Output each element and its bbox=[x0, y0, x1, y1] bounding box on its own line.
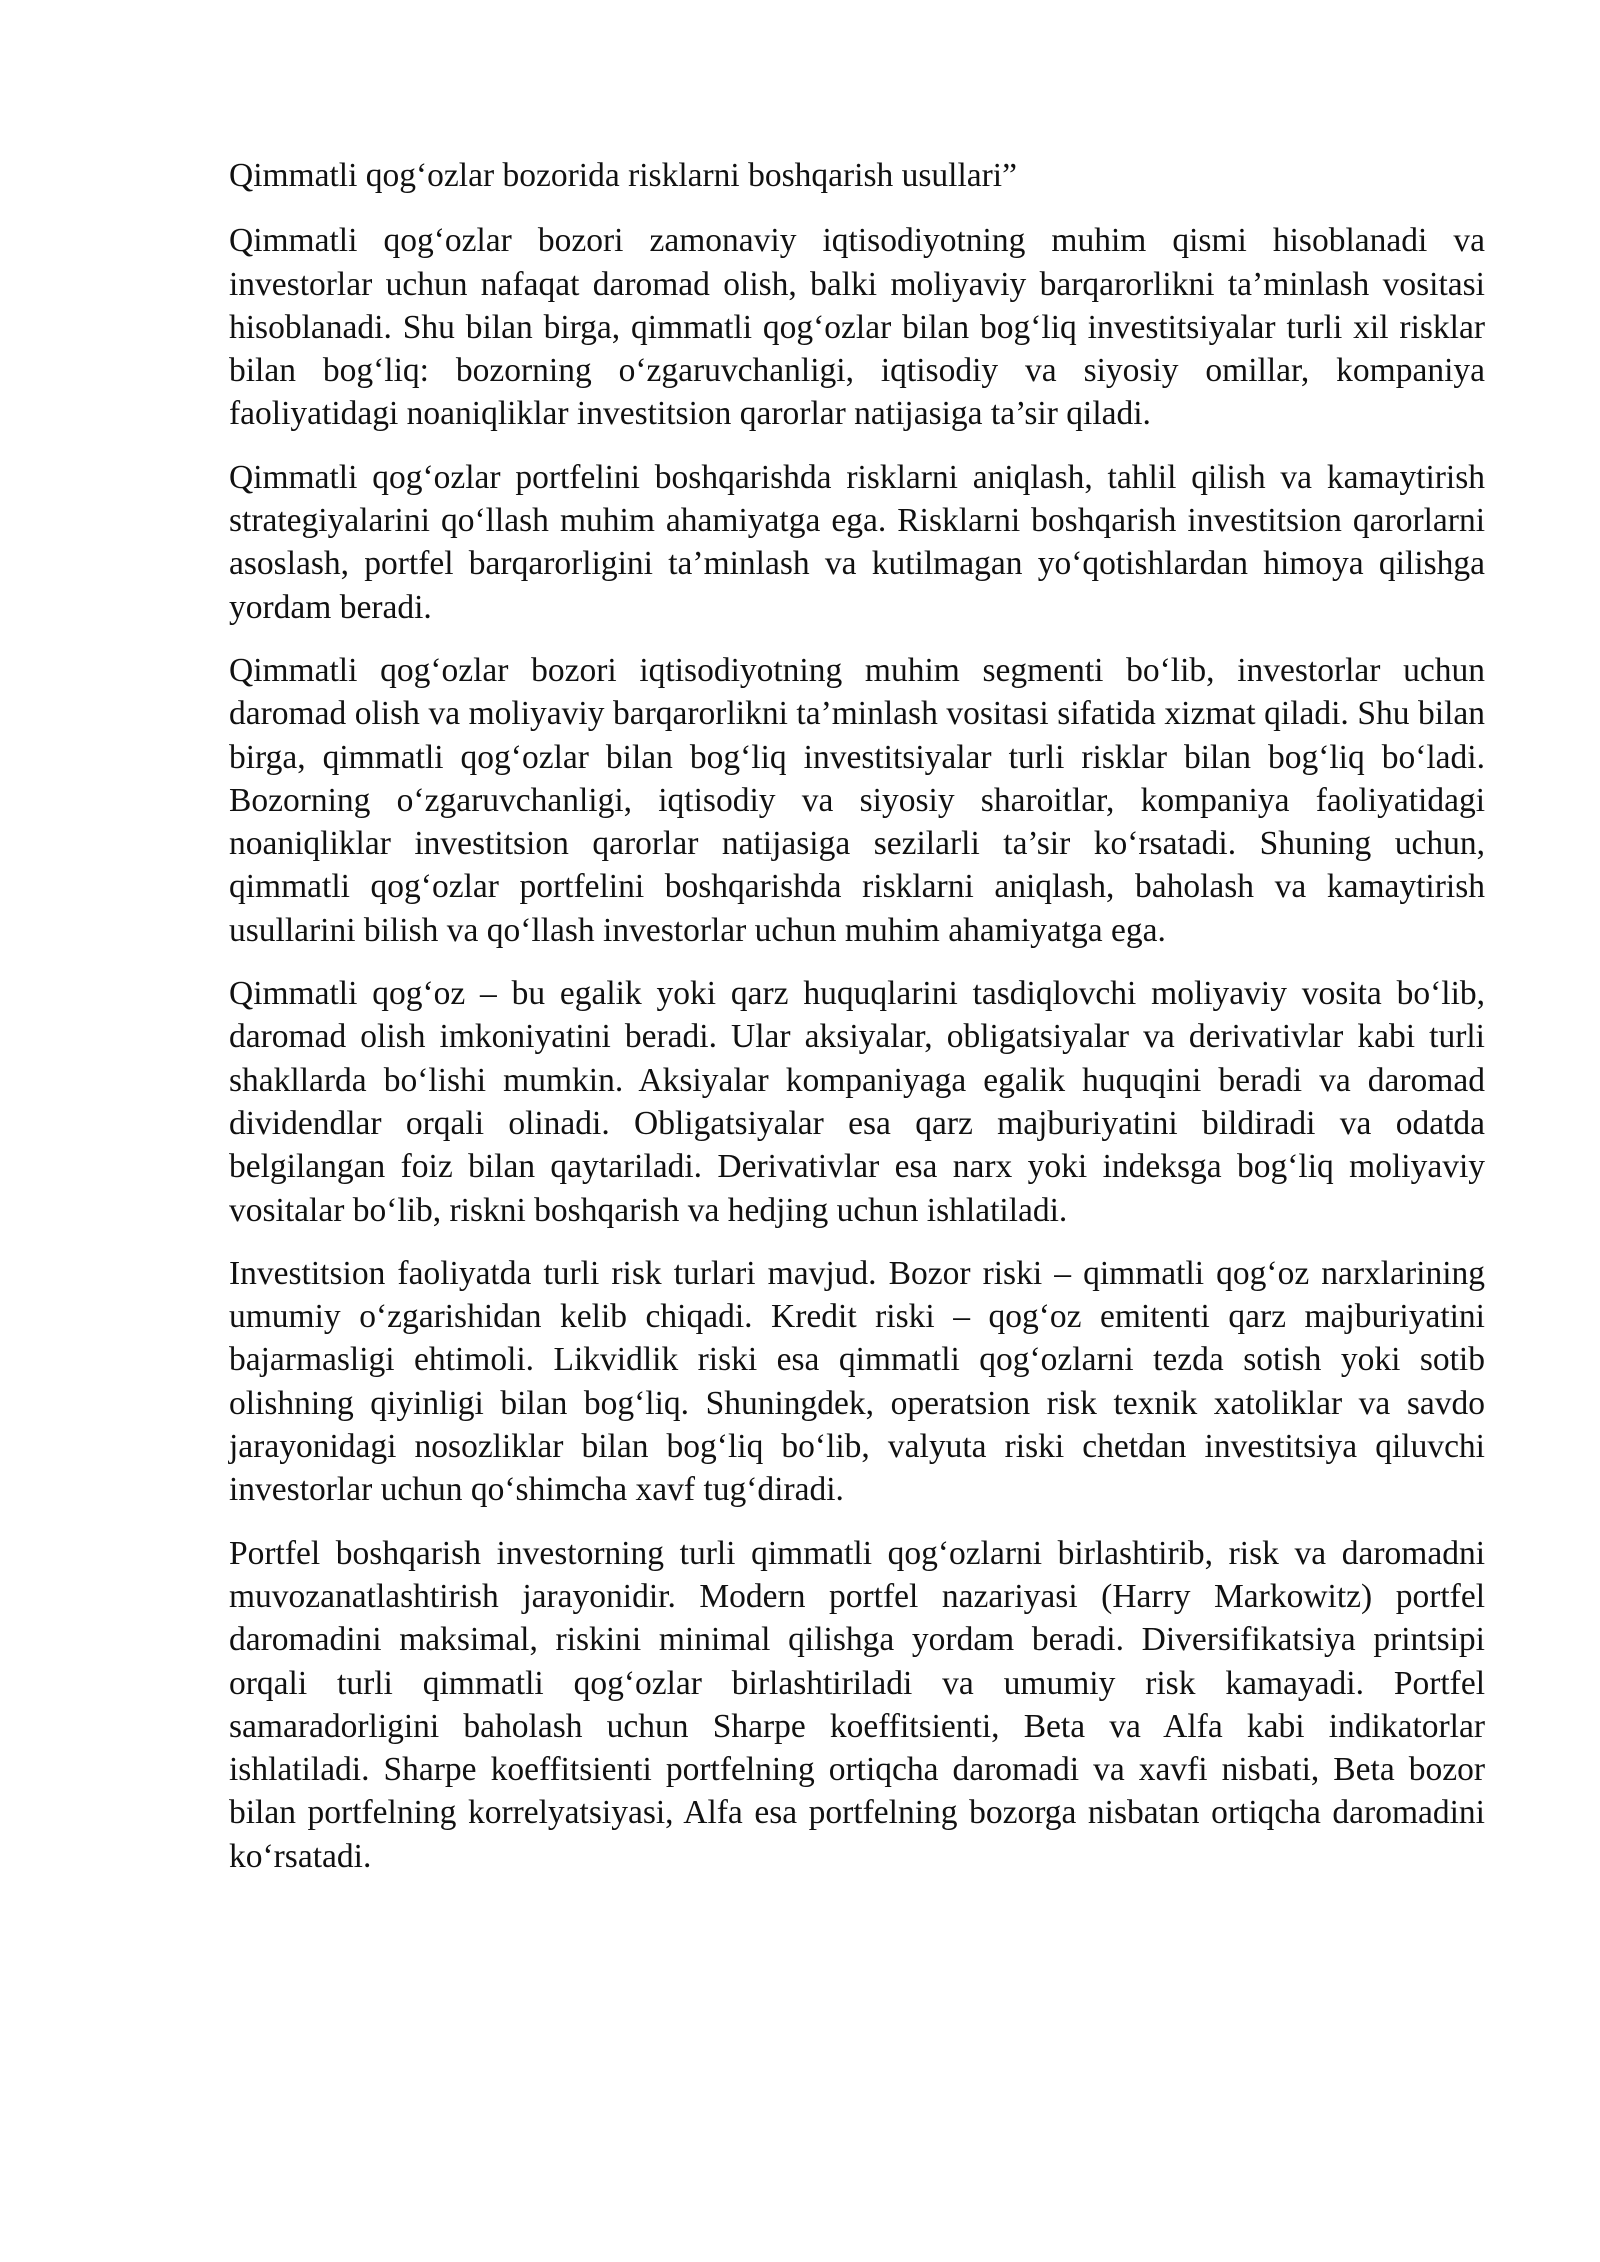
document-title: Qimmatli qog‘ozlar bozorida risklarni boshqarish usullari” bbox=[229, 157, 1017, 194]
paragraph-4: Qimmatli qog‘oz – bu egalik yoki qarz huquqlarini tasdiqlovchi moliyaviy vosita bo‘lib, daromad olish imkoniyatini beradi. Ular aksiyalar, obligatsiyalar va derivativlar kabi turli shakllarda bo‘lishi mumkin. Aksiyalar kompaniyaga egalik huquqini beradi va daromad dividendlar orqali olinadi. Obligatsiyalar esa qarz majburiyatini bildiradi va odatda belgilangan foiz bilan qaytariladi. Derivativlar esa narx yoki indeksga bog‘liq moliyaviy vositalar bo‘lib, riskni boshqarish va hedjing uchun ishlatiladi. bbox=[229, 975, 1485, 1229]
document-body bbox=[229, 154, 1485, 1898]
paragraph-5: Investitsion faoliyatda turli risk turlari mavjud. Bozor riski – qimmatli qog‘oz narxlarining umumiy o‘zgarishidan kelib chiqadi. Kredit riski – qog‘oz emitenti qarz majburiyatini bajarmasligi ehtimoli. Likvidlik riski esa qimmatli qog‘ozlarni tezda sotish yoki sotib olishning qiyinligi bilan bog‘liq. Shuningdek, operatsion risk texnik xatoliklar va savdo jarayonidagi nosozliklar bilan bog‘liq bo‘lib, valyuta riski chetdan investitsiya qiluvchi investorlar uchun qo‘shimcha xavf tug‘diradi. bbox=[229, 1254, 1485, 1509]
paragraph-3: Qimmatli qog‘ozlar bozori iqtisodiyotning muhim segmenti bo‘lib, investorlar uchun daromad olish va moliyaviy barqarorlikni ta’minlash vositasi sifatida xizmat qiladi. Shu bilan birga, qimmatli qog‘ozlar bilan bog‘liq investitsiyalar turli risklar bilan bog‘liq bo‘ladi. Bozorning o‘zgaruvchanligi, iqtisodiy va siyosiy sharoitlar, kompaniya faoliyatidagi noaniqliklar investitsion qarorlar natijasiga sezilarli ta’sir ko‘rsatadi. Shuning uchun, qimmatli qog‘ozlar portfelini boshqarishda risklarni aniqlash, baholash va kamaytirish usullarini bilish va qo‘llash investorlar uchun muhim ahamiyatga ega. bbox=[229, 651, 1485, 949]
paragraph-1: Qimmatli qog‘ozlar bozori zamonaviy iqtisodiyotning muhim qismi hisoblanadi va investorlar uchun nafaqat daromad olish, balki moliyaviy barqarorlikni ta’minlash vositasi hisoblanadi. Shu bilan birga, qimmatli qog‘ozlar bilan bog‘liq investitsiyalar turli xil risklar bilan bog‘liq: bozorning o‘zgaruvchanligi, iqtisodiy va siyosiy omillar, kompaniya faoliyatidagi noaniqliklar investitsion qarorlar natijasiga ta’sir qiladi. bbox=[229, 222, 1485, 433]
paragraph-6: Portfel boshqarish investorning turli qimmatli qog‘ozlarni birlashtirib, risk va daromadni muvozanatlashtirish jarayonidir. Modern portfel nazariyasi (Harry Markowitz) portfel daromadini maksimal, riskini minimal qilishga yordam beradi. Diversifikatsiya printsipi orqali turli qimmatli qog‘ozlar birlashtiriladi va umumiy risk kamayadi. Portfel samaradorligini baholash uchun Sharpe koeffitsienti, Beta va Alfa kabi indikatorlar ishlatiladi. Sharpe koeffitsienti portfelning ortiqcha daromadi va xavfi nisbati, Beta bozor bilan portfelning korrelyatsiyasi, Alfa esa portfelning bozorga nisbatan ortiqcha daromadini ko‘rsatadi. bbox=[229, 1534, 1485, 1875]
paragraph-2: Qimmatli qog‘ozlar portfelini boshqarishda risklarni aniqlash, tahlil qilish va kamaytirish strategiyalarini qo‘llash muhim ahamiyatga ega. Risklarni boshqarish investitsion qarorlarni asoslash, portfel barqarorligini ta’minlash va kutilmagan yo‘qotishlardan himoya qilishga yordam beradi. bbox=[229, 458, 1485, 626]
